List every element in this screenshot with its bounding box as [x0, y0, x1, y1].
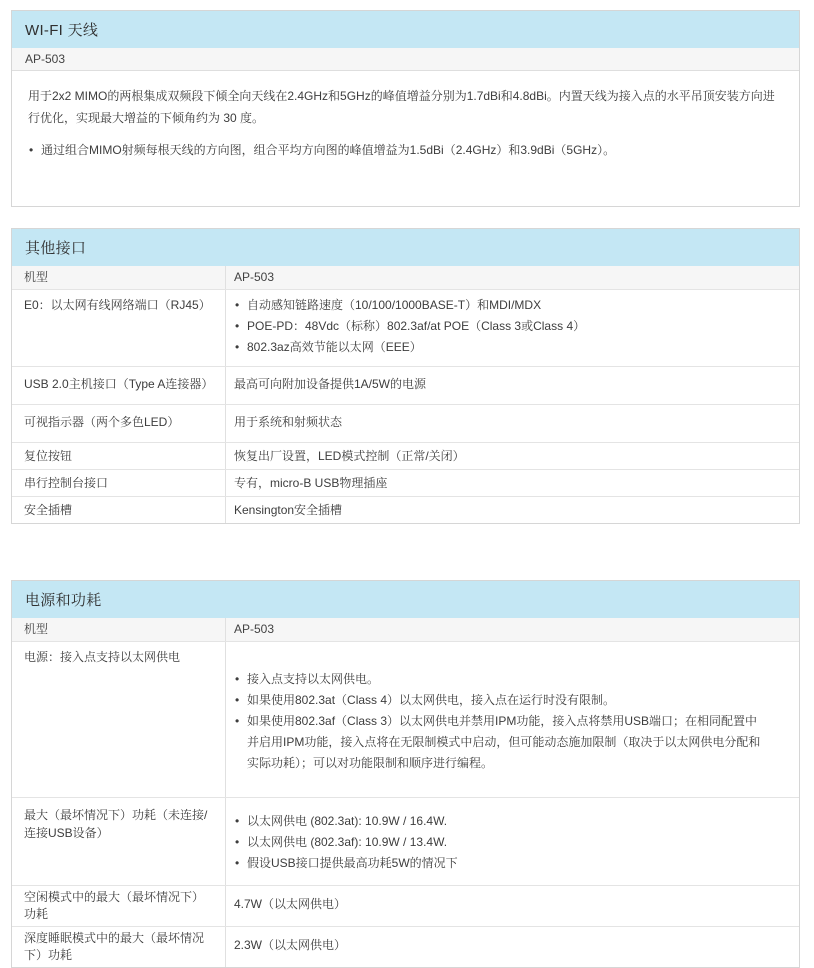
table-row-deepsleep-consumption	[12, 926, 799, 967]
bullet-item: • 以太网供电 (802.3at): 10.9W / 16.4W.	[234, 811, 765, 832]
row-label: 空闲模式中的最大（最坏情况下）功耗	[12, 886, 226, 926]
table-row-power-source	[12, 641, 799, 797]
bullet-item: • 如果使用802.3af（Class 3）以太网供电并禁用IPM功能，接入点将禁用USB端口；在相同配置中并启用IPM功能，接入点将在无限制模式中启动，但可能动态施加限制（取决于以太网供电分配和实际功耗）；可以对功能限制和顺序进行编程。	[234, 711, 765, 774]
table-row-max-consumption	[12, 797, 799, 885]
table-row-ethernet-port	[12, 289, 799, 366]
section-title: 电源和功耗	[25, 592, 102, 609]
bullet-list	[234, 811, 765, 874]
row-label: 最大（最坏情况下）功耗（未连接/连接USB设备）	[12, 798, 226, 885]
bullet-item: • 接入点支持以太网供电。	[234, 669, 765, 690]
bullet-item: • 自动感知链路速度（10/100/1000BASE-T）和MDI/MDX	[234, 295, 765, 316]
table-row-serial-console	[12, 469, 799, 496]
section-header-power-consumption	[12, 581, 799, 618]
row-value	[226, 290, 799, 366]
section-card-wifi-antenna	[11, 10, 800, 207]
row-value	[226, 642, 799, 797]
row-label: 串行控制台接口	[12, 470, 226, 496]
bullet-item: • 如果使用802.3at（Class 4）以太网供电，接入点在运行时没有限制。	[234, 690, 765, 711]
row-label: E0：以太网有线网络端口（RJ45）	[12, 290, 226, 366]
model-header-value: AP-503	[234, 622, 275, 636]
row-label: 安全插槽	[12, 497, 226, 523]
table-row-idle-consumption	[12, 885, 799, 926]
row-value: 4.7W（以太网供电）	[234, 897, 347, 911]
model-header-label: 机型	[12, 618, 226, 641]
section-title: 其他接口	[25, 240, 87, 257]
bullet-item: • 802.3az高效节能以太网（EEE）	[234, 337, 765, 358]
section-title: WI-FI 天线	[25, 22, 99, 39]
row-value: Kensington安全插槽	[234, 503, 343, 517]
table-row-reset-button	[12, 442, 799, 469]
antenna-bullet-list	[28, 140, 783, 161]
table-row-security-slot	[12, 496, 799, 523]
section-header-other-interfaces	[12, 229, 799, 266]
antenna-paragraph: 用于2x2 MIMO的两根集成双频段下倾全向天线在2.4GHz和5GHz的峰值增益分别为1.7dBi和4.8dBi。内置天线为接入点的水平吊顶安装方向进行优化，实现最大增益的下倾角约为 30 度。	[28, 89, 775, 125]
bullet-item: • 以太网供电 (802.3af): 10.9W / 13.4W.	[234, 832, 765, 853]
row-label: USB 2.0主机接口（Type A连接器）	[12, 367, 226, 404]
table-row-visual-indicators	[12, 404, 799, 442]
model-header-value: AP-503	[234, 270, 275, 284]
row-value: 专有，micro-B USB物理插座	[234, 476, 388, 490]
row-label: 深度睡眠模式中的最大（最坏情况下）功耗	[12, 927, 226, 967]
row-value: 用于系统和射频状态	[234, 415, 343, 429]
row-label: 复位按钮	[12, 443, 226, 469]
bullet-list	[234, 295, 765, 358]
row-label: 可视指示器（两个多色LED）	[12, 405, 226, 442]
row-value	[226, 798, 799, 885]
section-card-other-interfaces	[11, 228, 800, 524]
bullet-list	[234, 669, 765, 774]
table-header-row	[12, 618, 799, 641]
model-header-label: 机型	[12, 266, 226, 289]
model-row	[12, 48, 799, 71]
row-value: 2.3W（以太网供电）	[234, 938, 347, 952]
table-header-row	[12, 266, 799, 289]
bullet-item: • POE-PD：48Vdc（标称）802.3af/at POE（Class 3或Class 4）	[234, 316, 765, 337]
model-label: AP-503	[25, 52, 66, 66]
antenna-description-body	[12, 71, 799, 206]
row-value: 最高可向附加设备提供1A/5W的电源	[234, 377, 427, 391]
bullet-item: • 假设USB接口提供最高功耗5W的情况下	[234, 853, 765, 874]
section-card-power-consumption	[11, 580, 800, 968]
section-header-wifi-antenna	[12, 11, 799, 48]
row-value: 恢复出厂设置，LED模式控制（正常/关闭）	[234, 449, 465, 463]
table-row-usb-port	[12, 366, 799, 404]
bullet-item: • 通过组合MIMO射频每根天线的方向图，组合平均方向图的峰值增益为1.5dBi（2.4GHz）和3.9dBi（5GHz）。	[28, 140, 783, 161]
row-label: 电源：接入点支持以太网供电	[12, 642, 226, 797]
